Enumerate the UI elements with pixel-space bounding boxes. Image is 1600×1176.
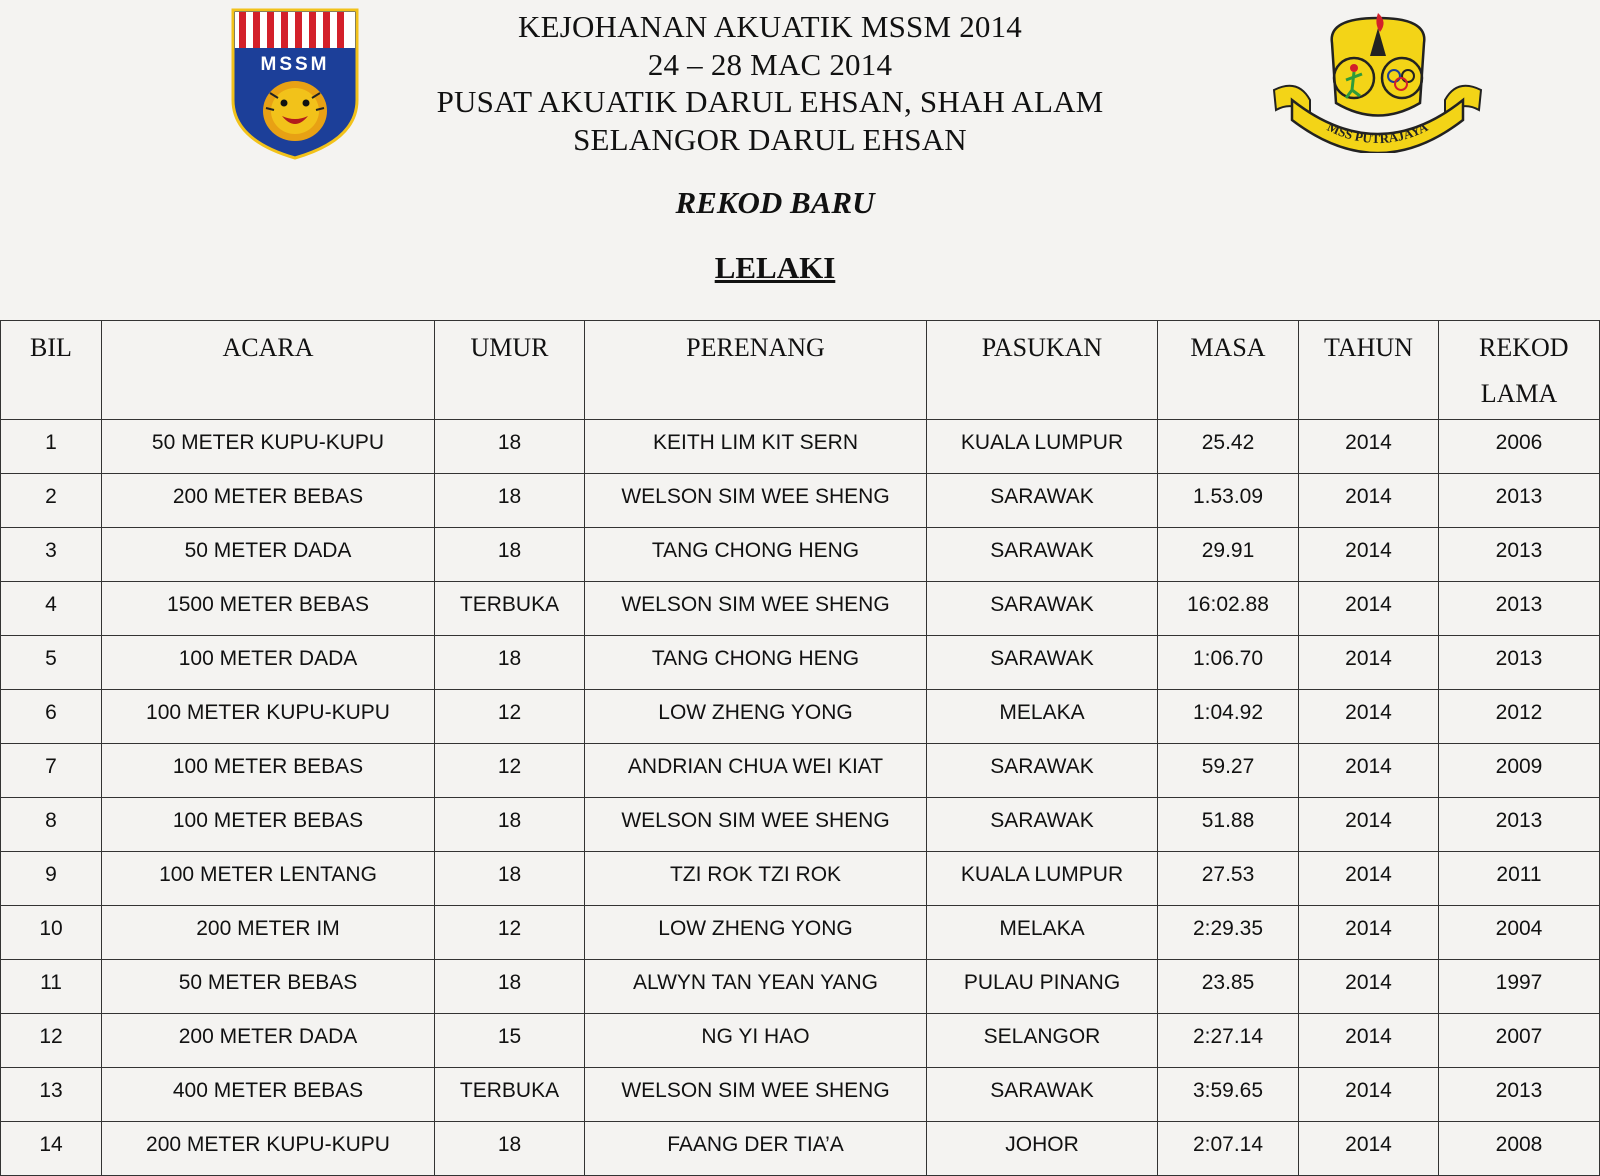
cell-bil: 6 [1, 690, 102, 744]
cell-acara: 50 METER KUPU-KUPU [102, 420, 435, 474]
cell-acara: 50 METER BEBAS [102, 960, 435, 1014]
cell-pasukan: SARAWAK [927, 528, 1158, 582]
cell-bil: 9 [1, 852, 102, 906]
cell-masa: 1:04.92 [1158, 690, 1299, 744]
cell-perenang: TANG CHONG HENG [585, 528, 927, 582]
column-header-pasukan: PASUKAN [927, 321, 1158, 420]
cell-umur: 12 [435, 690, 585, 744]
table-row [1, 744, 1600, 798]
table-row [1, 420, 1600, 474]
cell-umur: 12 [435, 744, 585, 798]
cell-perenang: TZI ROK TZI ROK [585, 852, 927, 906]
cell-perenang: WELSON SIM WEE SHENG [585, 474, 927, 528]
cell-bil: 10 [1, 906, 102, 960]
cell-tahun: 2014 [1299, 852, 1439, 906]
cell-acara: 100 METER BEBAS [102, 744, 435, 798]
cell-rekod-lama: 2013 [1439, 528, 1600, 582]
cell-acara: 100 METER LENTANG [102, 852, 435, 906]
table-row [1, 798, 1600, 852]
column-header-acara: ACARA [102, 321, 435, 420]
cell-rekod-lama: 2013 [1439, 636, 1600, 690]
cell-acara: 200 METER KUPU-KUPU [102, 1122, 435, 1176]
table-row [1, 1122, 1600, 1176]
cell-bil: 11 [1, 960, 102, 1014]
cell-masa: 29.91 [1158, 528, 1299, 582]
column-header-perenang: PERENANG [585, 321, 927, 420]
table-row [1, 1014, 1600, 1068]
cell-rekod-lama: 2009 [1439, 744, 1600, 798]
cell-pasukan: MELAKA [927, 690, 1158, 744]
cell-umur: TERBUKA [435, 1068, 585, 1122]
cell-rekod-lama: 1997 [1439, 960, 1600, 1014]
cell-acara: 200 METER BEBAS [102, 474, 435, 528]
cell-tahun: 2014 [1299, 636, 1439, 690]
state-line: SELANGOR DARUL EHSAN [573, 121, 967, 157]
cell-tahun: 2014 [1299, 528, 1439, 582]
cell-acara: 200 METER DADA [102, 1014, 435, 1068]
cell-masa: 2:29.35 [1158, 906, 1299, 960]
cell-rekod-lama: 2008 [1439, 1122, 1600, 1176]
cell-perenang: KEITH LIM KIT SERN [585, 420, 927, 474]
table-row [1, 1068, 1600, 1122]
cell-rekod-lama: 2013 [1439, 1068, 1600, 1122]
venue-line: PUSAT AKUATIK DARUL EHSAN, SHAH ALAM [436, 84, 1104, 119]
cell-acara: 200 METER IM [102, 906, 435, 960]
cell-tahun: 2014 [1299, 1122, 1439, 1176]
table-row [1, 474, 1600, 528]
cell-rekod-lama: 2013 [1439, 798, 1600, 852]
cell-pasukan: JOHOR [927, 1122, 1158, 1176]
event-title [380, 8, 1160, 158]
tiger-head-icon [263, 81, 327, 141]
cell-umur: 18 [435, 798, 585, 852]
cell-masa: 27.53 [1158, 852, 1299, 906]
cell-bil: 3 [1, 528, 102, 582]
cell-tahun: 2014 [1299, 798, 1439, 852]
cell-pasukan: KUALA LUMPUR [927, 420, 1158, 474]
cell-rekod-lama: 2011 [1439, 852, 1600, 906]
cell-bil: 7 [1, 744, 102, 798]
cell-tahun: 2014 [1299, 906, 1439, 960]
cell-bil: 4 [1, 582, 102, 636]
cell-pasukan: KUALA LUMPUR [927, 852, 1158, 906]
cell-umur: 18 [435, 528, 585, 582]
cell-umur: 18 [435, 1122, 585, 1176]
cell-umur: 18 [435, 420, 585, 474]
cell-pasukan: SELANGOR [927, 1014, 1158, 1068]
cell-acara: 50 METER DADA [102, 528, 435, 582]
title-line: KEJOHANAN AKUATIK MSSM 2014 [517, 9, 1023, 44]
cell-umur: 15 [435, 1014, 585, 1068]
mss-putrajaya-logo [1270, 8, 1485, 153]
cell-perenang: WELSON SIM WEE SHENG [585, 582, 927, 636]
cell-pasukan: PULAU PINANG [927, 960, 1158, 1014]
cell-bil: 8 [1, 798, 102, 852]
cell-masa: 1:06.70 [1158, 636, 1299, 690]
cell-perenang: NG YI HAO [585, 1014, 927, 1068]
cell-pasukan: SARAWAK [927, 1068, 1158, 1122]
table-row [1, 582, 1600, 636]
cell-rekod-lama: 2007 [1439, 1014, 1600, 1068]
cell-tahun: 2014 [1299, 690, 1439, 744]
records-table [0, 320, 1600, 1176]
cell-perenang: FAANG DER TIA’A [585, 1122, 927, 1176]
table-header-row [1, 321, 1600, 420]
cell-umur: 18 [435, 960, 585, 1014]
mssm-shield-logo [230, 8, 360, 160]
cell-masa: 3:59.65 [1158, 1068, 1299, 1122]
cell-pasukan: SARAWAK [927, 582, 1158, 636]
cell-bil: 2 [1, 474, 102, 528]
cell-acara: 100 METER BEBAS [102, 798, 435, 852]
putrajaya-logo-text: MSS PUTRAJAYA [1324, 118, 1431, 147]
table-body [1, 420, 1600, 1176]
cell-tahun: 2014 [1299, 474, 1439, 528]
cell-masa: 25.42 [1158, 420, 1299, 474]
column-header-umur: UMUR [435, 321, 585, 420]
cell-umur: 18 [435, 852, 585, 906]
cell-pasukan: SARAWAK [927, 474, 1158, 528]
cell-masa: 2:27.14 [1158, 1014, 1299, 1068]
cell-masa: 51.88 [1158, 798, 1299, 852]
cell-rekod-lama: 2012 [1439, 690, 1600, 744]
table-row [1, 960, 1600, 1014]
cell-bil: 13 [1, 1068, 102, 1122]
cell-bil: 1 [1, 420, 102, 474]
cell-acara: 1500 METER BEBAS [102, 582, 435, 636]
table-row [1, 636, 1600, 690]
cell-tahun: 2014 [1299, 960, 1439, 1014]
cell-acara: 400 METER BEBAS [102, 1068, 435, 1122]
cell-pasukan: SARAWAK [927, 636, 1158, 690]
cell-tahun: 2014 [1299, 420, 1439, 474]
section-heading: LELAKI [714, 250, 836, 285]
subtitle: REKOD BARU [675, 185, 875, 220]
cell-acara: 100 METER DADA [102, 636, 435, 690]
cell-pasukan: MELAKA [927, 906, 1158, 960]
cell-bil: 5 [1, 636, 102, 690]
cell-umur: 18 [435, 636, 585, 690]
cell-tahun: 2014 [1299, 1014, 1439, 1068]
column-header-masa: MASA [1158, 321, 1299, 420]
cell-perenang: LOW ZHENG YONG [585, 690, 927, 744]
table-row [1, 852, 1600, 906]
cell-bil: 12 [1, 1014, 102, 1068]
cell-rekod-lama: 2006 [1439, 420, 1600, 474]
table-row [1, 528, 1600, 582]
cell-rekod-lama: 2013 [1439, 582, 1600, 636]
cell-umur: TERBUKA [435, 582, 585, 636]
cell-perenang: ANDRIAN CHUA WEI KIAT [585, 744, 927, 798]
cell-masa: 16:02.88 [1158, 582, 1299, 636]
column-header-bil: BIL [1, 321, 102, 420]
cell-perenang: ALWYN TAN YEAN YANG [585, 960, 927, 1014]
cell-umur: 18 [435, 474, 585, 528]
mssm-logo-text: MSSM [260, 54, 330, 75]
cell-perenang: WELSON SIM WEE SHENG [585, 1068, 927, 1122]
cell-tahun: 2014 [1299, 582, 1439, 636]
cell-perenang: TANG CHONG HENG [585, 636, 927, 690]
cell-pasukan: SARAWAK [927, 744, 1158, 798]
table-row [1, 906, 1600, 960]
cell-masa: 1.53.09 [1158, 474, 1299, 528]
cell-bil: 14 [1, 1122, 102, 1176]
date-line: 24 – 28 MAC 2014 [647, 46, 893, 82]
cell-masa: 2:07.14 [1158, 1122, 1299, 1176]
cell-pasukan: SARAWAK [927, 798, 1158, 852]
column-header-tahun: TAHUN [1299, 321, 1439, 420]
cell-masa: 59.27 [1158, 744, 1299, 798]
cell-acara: 100 METER KUPU-KUPU [102, 690, 435, 744]
column-header-rekod-lama: REKOD LAMA [1439, 321, 1600, 420]
document-header [0, 8, 1600, 163]
cell-perenang: WELSON SIM WEE SHENG [585, 798, 927, 852]
table-row [1, 690, 1600, 744]
cell-tahun: 2014 [1299, 744, 1439, 798]
cell-perenang: LOW ZHENG YONG [585, 906, 927, 960]
cell-umur: 12 [435, 906, 585, 960]
cell-rekod-lama: 2013 [1439, 474, 1600, 528]
cell-masa: 23.85 [1158, 960, 1299, 1014]
cell-rekod-lama: 2004 [1439, 906, 1600, 960]
cell-tahun: 2014 [1299, 1068, 1439, 1122]
